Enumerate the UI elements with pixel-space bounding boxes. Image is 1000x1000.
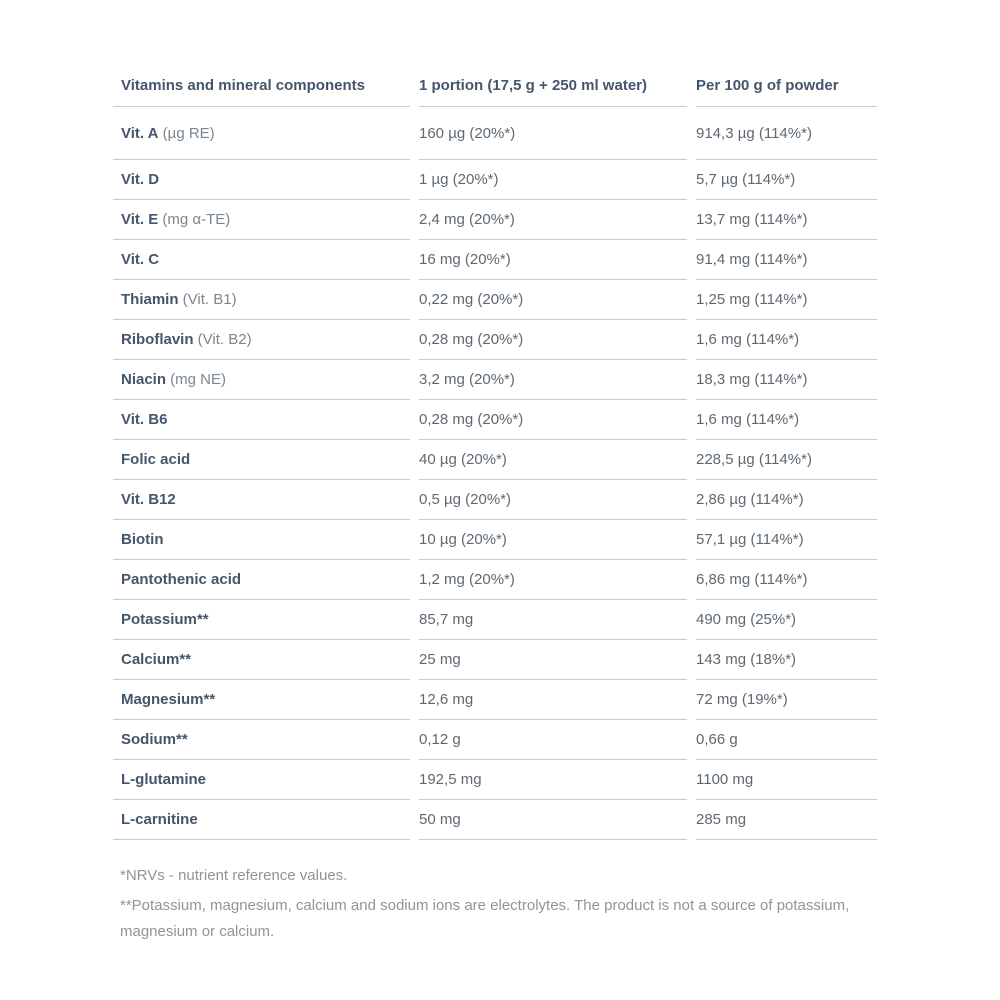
per-100g-value: 72 mg (19%*) [696,680,877,720]
per-100g-value: 2,86 µg (114%*) [696,480,877,520]
table-row [113,640,877,680]
table-header-row [113,64,877,107]
table-row [113,720,877,760]
nutrient-name-cell [113,800,410,840]
nutrient-name-cell [113,480,410,520]
portion-value: 12,6 mg [419,680,687,720]
nutrient-name-cell [113,240,410,280]
per-100g-value: 1100 mg [696,760,877,800]
portion-value: 0,12 g [419,720,687,760]
per-100g-value: 914,3 µg (114%*) [696,107,877,160]
portion-value: 16 mg (20%*) [419,240,687,280]
footnote-nrv: *NRVs - nutrient reference values. [120,867,348,884]
portion-value: 25 mg [419,640,687,680]
nutrient-name: Calcium** [121,651,192,668]
nutrient-name-cell [113,760,410,800]
portion-value: 160 µg (20%*) [419,107,687,160]
nutrient-name: L-glutamine [121,771,206,788]
nutrient-name-cell [113,160,410,200]
portion-value: 85,7 mg [419,600,687,640]
per-100g-value: 143 mg (18%*) [696,640,877,680]
nutrient-name-cell [113,640,410,680]
nutrient-name: Vit. A [121,124,159,142]
portion-value: 1 µg (20%*) [419,160,687,200]
column-header-per-100g: Per 100 g of powder [696,64,877,107]
nutrient-name-cell [113,560,410,600]
nutrient-name-cell [113,280,410,320]
per-100g-value: 13,7 mg (114%*) [696,200,877,240]
table-row [113,440,877,480]
table-row [113,240,877,280]
nutrient-name-cell [113,107,410,160]
nutrient-name: Sodium** [121,731,188,748]
table-row [113,560,877,600]
nutrient-name: Vit. C [121,251,160,268]
table-row [113,160,877,200]
nutrient-name-note: (mg NE) [166,371,227,388]
table-row [113,680,877,720]
nutrient-name: Niacin [121,371,167,388]
nutrient-name: Thiamin [121,291,179,308]
nutrient-name-note: (µg RE) [158,124,215,142]
nutrient-name: Potassium** [121,611,209,628]
nutrient-name: Vit. B6 [121,411,168,428]
per-100g-value: 18,3 mg (114%*) [696,360,877,400]
table-row [113,320,877,360]
per-100g-value: 1,6 mg (114%*) [696,320,877,360]
per-100g-value: 228,5 µg (114%*) [696,440,877,480]
portion-value: 0,28 mg (20%*) [419,320,687,360]
nutrient-name-cell [113,600,410,640]
per-100g-value: 490 mg (25%*) [696,600,877,640]
nutrient-name-note: (Vit. B1) [178,291,237,308]
nutrient-name-cell [113,440,410,480]
nutrient-name-cell [113,200,410,240]
nutrient-name-note: (mg α-TE) [158,211,231,228]
nutrient-name-cell [113,720,410,760]
footnote-electrolytes: **Potassium, magnesium, calcium and sodium ions are electrolytes. The product is not a source of potassium, magnesium or calcium. [120,897,850,940]
table-row [113,800,877,840]
portion-value: 3,2 mg (20%*) [419,360,687,400]
per-100g-value: 6,86 mg (114%*) [696,560,877,600]
table-row [113,600,877,640]
per-100g-value: 1,6 mg (114%*) [696,400,877,440]
per-100g-value: 91,4 mg (114%*) [696,240,877,280]
nutrition-table [104,64,886,840]
per-100g-value: 0,66 g [696,720,877,760]
portion-value: 10 µg (20%*) [419,520,687,560]
table-row [113,280,877,320]
table-row [113,107,877,160]
nutrient-name: L-carnitine [121,811,198,828]
table-row [113,400,877,440]
footnotes [120,863,892,945]
per-100g-value: 1,25 mg (114%*) [696,280,877,320]
nutrient-name-cell [113,320,410,360]
nutrient-name: Biotin [121,531,164,548]
nutrient-name: Magnesium** [121,691,216,708]
nutrient-name: Pantothenic acid [121,571,242,588]
column-header-components: Vitamins and mineral components [113,64,410,107]
nutrient-name-cell [113,680,410,720]
portion-value: 50 mg [419,800,687,840]
nutrient-name-cell [113,400,410,440]
portion-value: 0,28 mg (20%*) [419,400,687,440]
per-100g-value: 5,7 µg (114%*) [696,160,877,200]
table-row [113,200,877,240]
portion-value: 1,2 mg (20%*) [419,560,687,600]
table-row [113,520,877,560]
nutrient-name: Vit. E [121,211,159,228]
nutrient-name-cell [113,360,410,400]
nutrient-name: Riboflavin [121,331,194,348]
nutrient-name: Folic acid [121,451,191,468]
per-100g-value: 57,1 µg (114%*) [696,520,877,560]
portion-value: 192,5 mg [419,760,687,800]
table-row [113,760,877,800]
nutrient-name: Vit. B12 [121,491,176,508]
portion-value: 0,5 µg (20%*) [419,480,687,520]
table-row [113,360,877,400]
column-header-portion: 1 portion (17,5 g + 250 ml water) [419,64,687,107]
nutrient-name-cell [113,520,410,560]
table-row [113,480,877,520]
nutrient-name: Vit. D [121,171,160,188]
per-100g-value: 285 mg [696,800,877,840]
portion-value: 0,22 mg (20%*) [419,280,687,320]
portion-value: 2,4 mg (20%*) [419,200,687,240]
portion-value: 40 µg (20%*) [419,440,687,480]
nutrient-name-note: (Vit. B2) [193,331,252,348]
